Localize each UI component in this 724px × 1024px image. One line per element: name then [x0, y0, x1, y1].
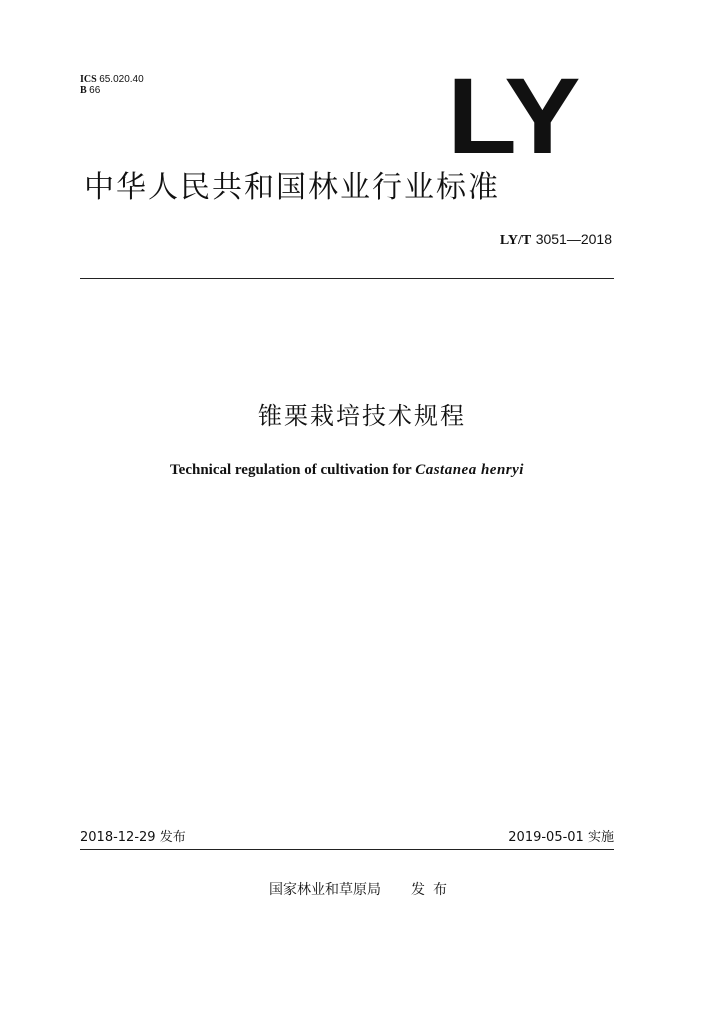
ccs-code-line: [80, 85, 144, 96]
issue-date-label: 发布: [159, 830, 186, 845]
issuer-action: 发布: [411, 882, 455, 898]
bottom-divider: [80, 849, 614, 850]
top-divider: [80, 278, 614, 279]
implementation-date: [508, 829, 614, 847]
standard-number-value: 3051—2018: [535, 231, 612, 247]
title-en-species: Castanea henryi: [415, 462, 524, 478]
issuing-authority: [0, 880, 724, 900]
ics-code: 65.020.40: [99, 74, 144, 85]
standard-number: [500, 230, 612, 250]
ics-code-line: [80, 74, 144, 85]
document-title-en: [0, 460, 694, 480]
standard-category-title: 中华人民共和国林业行业标准: [84, 170, 500, 205]
ly-logo: LY: [447, 55, 579, 176]
title-en-text: Technical regulation of cultivation for: [170, 462, 416, 478]
implementation-date-label: 实施: [587, 830, 614, 845]
ccs-label: B: [80, 85, 87, 96]
issue-date: [80, 829, 186, 847]
standard-number-prefix: LY/T: [499, 233, 532, 248]
issuer-name: 国家林业和草原局: [269, 882, 381, 898]
ccs-code: 66: [89, 85, 101, 96]
ics-label: ICS: [80, 74, 97, 85]
implementation-date-value: 2019-05-01: [508, 830, 584, 845]
classification-codes: [80, 74, 144, 96]
issue-date-value: 2018-12-29: [80, 830, 156, 845]
document-title-cn: 锥栗栽培技术规程: [258, 402, 466, 430]
